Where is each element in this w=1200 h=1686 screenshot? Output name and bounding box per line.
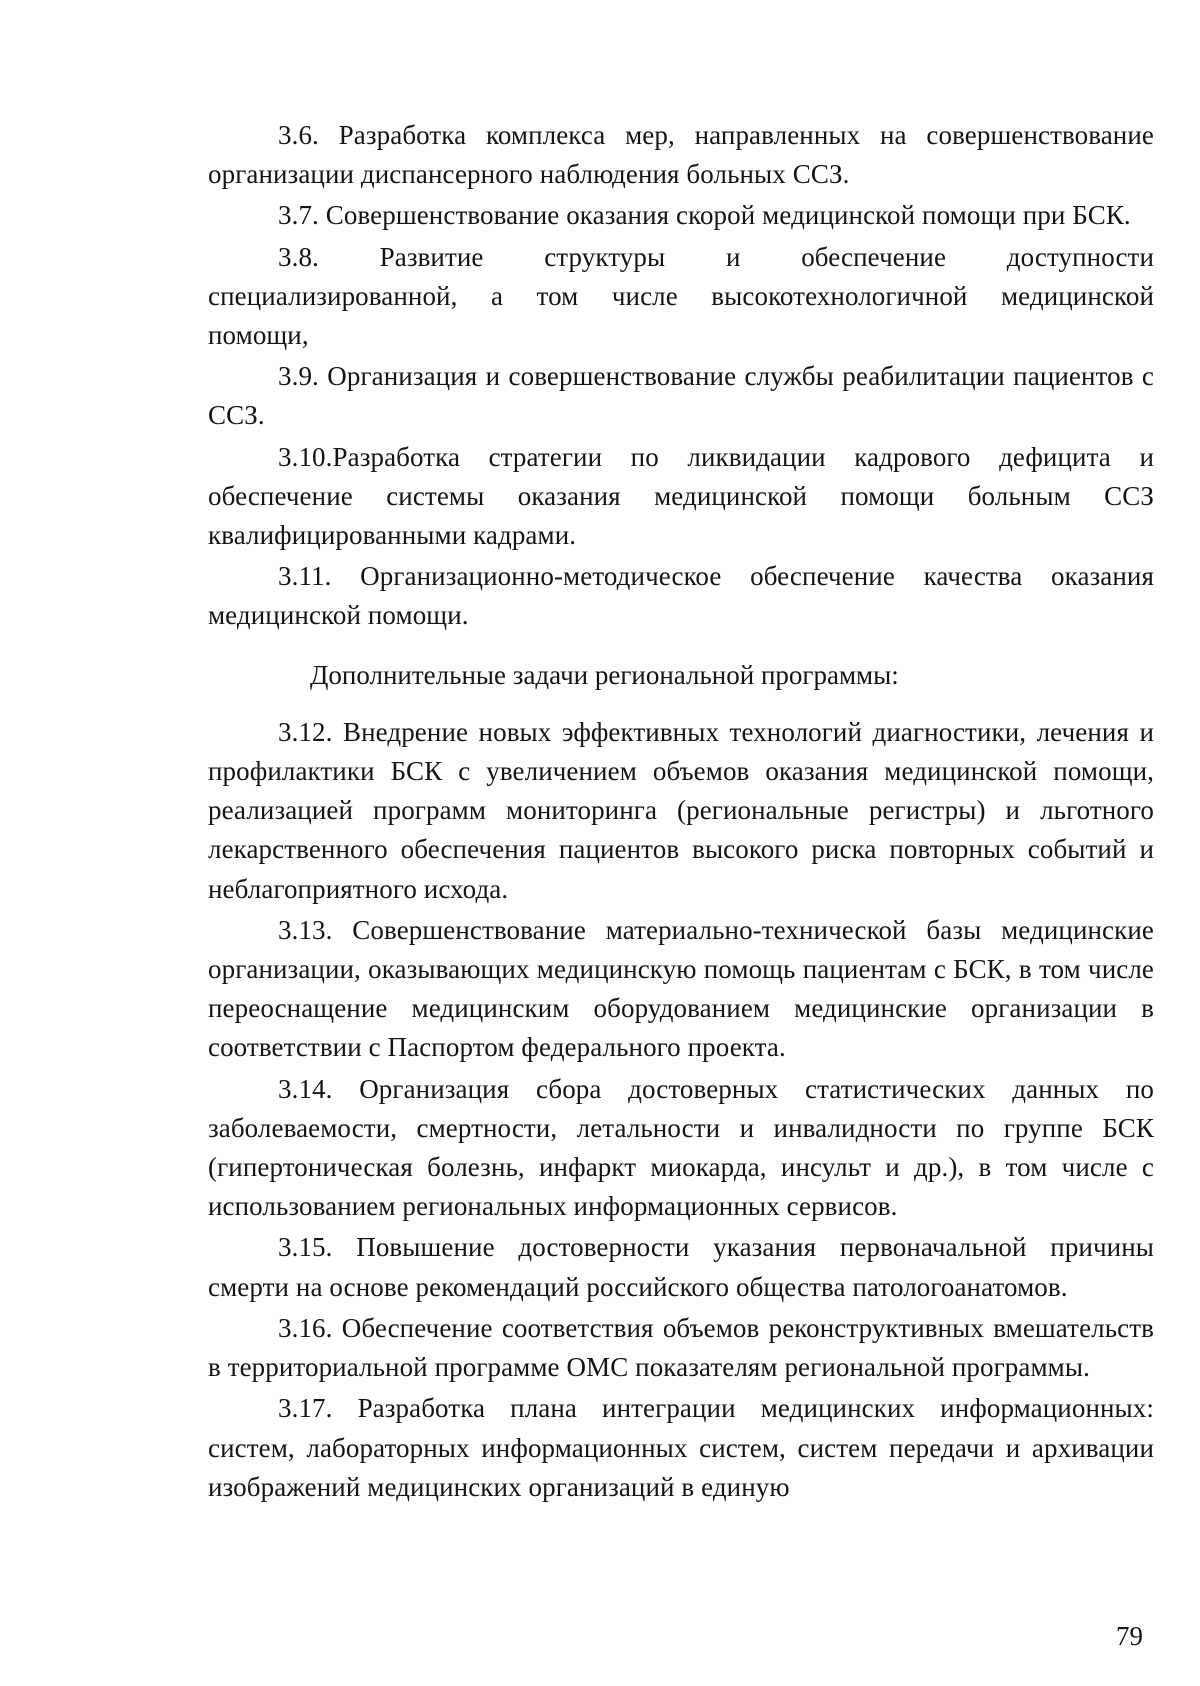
page-number: 79 (1116, 1621, 1143, 1651)
paragraph-3-16: 3.16. Обеспечение соответствия объемов реконструктивных вмешательств в территориальной программе ОМС показателям региональной программы. (208, 1312, 1154, 1383)
paragraph-3-17: 3.17. Разработка плана интеграции медицинских информационных: систем, лабораторных информационных систем, систем передачи и архивации изображений медицинских организаций в единую (208, 1393, 1154, 1502)
paragraph-3-6: 3.6. Разработка комплекса мер, направленных на совершенствование организации диспансерного наблюдения больных ССЗ. (208, 120, 1154, 190)
paragraph-3-9: 3.9. Организация и совершенствование службы реабилитации пациентов с ССЗ. (208, 361, 1154, 431)
paragraph-3-14: 3.14. Организация сбора достоверных статистических данных по заболеваемости, смертности, летальности и инвалидности по группе БСК (гипертоническая болезнь, инфаркт миокарда, инсульт и др.), в том числе с использованием региональных информационных сервисов. (208, 1073, 1154, 1222)
paragraph-3-8: 3.8. Развитие структуры и обеспечение доступности специализированной, а том числе высокотехнологичной медицинской помощи, (208, 241, 1154, 351)
paragraph-3-12: 3.12. Внедрение новых эффективных технологий диагностики, лечения и профилактики БСК с увеличением объемов оказания медицинской помощи, реализацией программ мониторинга (региональные регистры) и льготного лекарственного обеспечения пациентов высокого риска повторных событий и неблагоприятного исхода. (208, 716, 1154, 904)
paragraph-3-7: 3.7. Совершенствование оказания скорой медицинской помощи при БСК. (278, 200, 1131, 231)
paragraph-3-13: 3.13. Совершенствование материально-технической базы медицинские организации, оказывающих медицинскую помощь пациентам с БСК, в том числе переоснащение медицинским оборудованием медицинские организации в соответствии с Паспортом федерального проекта. (208, 914, 1154, 1063)
section-subheading: Дополнительные задачи региональной программы: (310, 659, 899, 690)
paragraph-3-15: 3.15. Повышение достоверности указания первоначальной причины смерти на основе рекомендаций российского общества патологоанатомов. (208, 1232, 1154, 1302)
paragraph-3-10: 3.10.Разработка стратегии по ликвидации кадрового дефицита и обеспечение системы оказания медицинской помощи больным ССЗ квалифицированными кадрами. (208, 441, 1154, 551)
document-body (208, 116, 1154, 1507)
paragraph-3-11: 3.11. Организационно-методическое обеспечение качества оказания медицинской помощи. (208, 561, 1154, 631)
